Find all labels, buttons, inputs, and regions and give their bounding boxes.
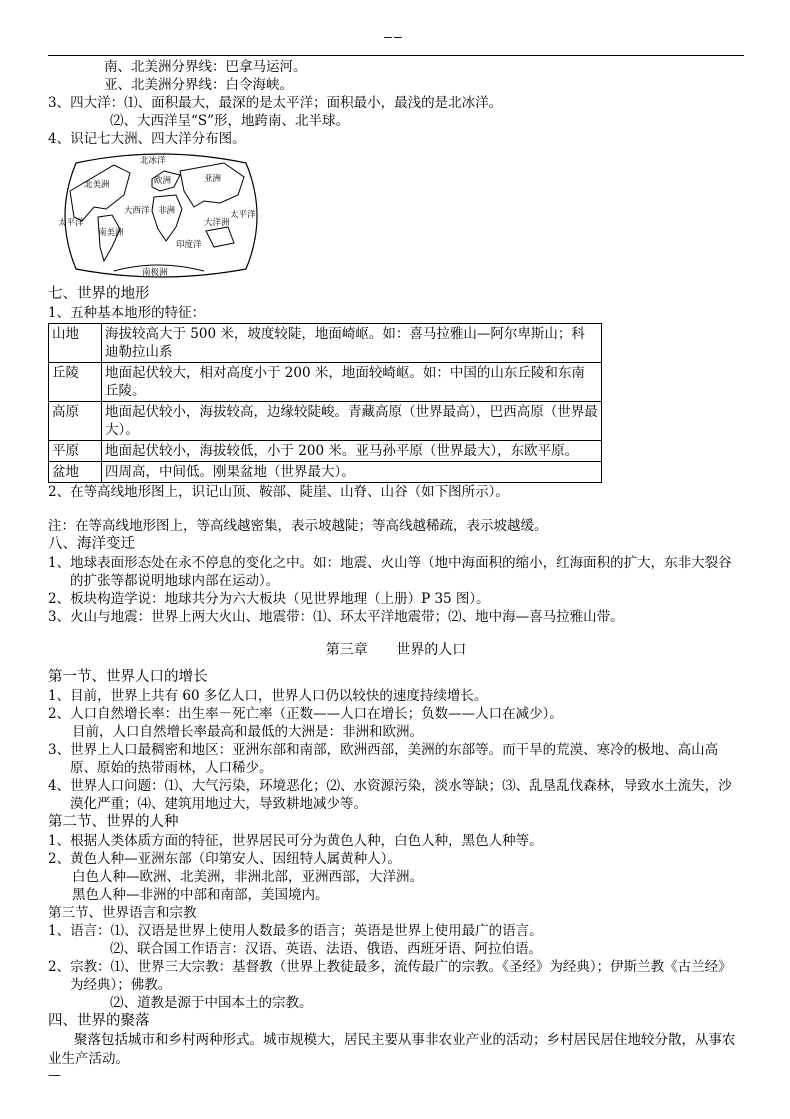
world-map-sketch xyxy=(54,151,744,285)
races-title: 第二节、世界的人种 xyxy=(48,814,179,830)
text-line: 亚、北美洲分界线：白令海峡。 xyxy=(104,77,293,93)
map-label-north-america: 北美洲 xyxy=(84,180,110,190)
chapter-title: 世界的人口 xyxy=(396,642,467,658)
map-label-oceania: 大洋洲 xyxy=(204,218,230,228)
table-cell-desc: 四周高，中间低。刚果盆地（世界最大）。 xyxy=(102,462,602,483)
table-cell-desc: 海拔较高大于 500 米，坡度较陡，地面崎岖。如：喜马拉雅山—阿尔卑斯山；科迪勒拉山系 xyxy=(102,324,602,363)
table-cell-name: 盆地 xyxy=(49,462,102,483)
text-line: 南、北美洲分界线：巴拿马运河。 xyxy=(104,59,307,75)
chapter-heading xyxy=(48,640,744,660)
table-row xyxy=(49,402,602,441)
language-line-1: 1、语言：⑴、汉语是世界上使用人数最多的语言；英语是世界上使用最广的语言。 xyxy=(48,923,543,939)
page-footer: — xyxy=(48,1068,61,1083)
map-label-indian: 印度洋 xyxy=(176,240,202,250)
table-cell-desc: 地面起伏较小，海拔较低，小于 200 米。亚马孙平原（世界最大），东欧平原。 xyxy=(102,441,602,462)
races-line-3: 白色人种—欧洲、北美洲，非洲北部，亚洲西部，大洋洲。 xyxy=(72,869,423,885)
language-title: 第三节、世界语言和宗教 xyxy=(48,905,197,921)
sea-changes-item-2: 2、板块构造学说：地球共分为六大板块（见世界地理（上册）P 35 图）。 xyxy=(48,591,490,607)
population-line-2: 2、人口自然增长率：出生率－死亡率（正数——人口在增长；负数——人口在减少）。 xyxy=(48,706,563,722)
table-row xyxy=(49,324,602,363)
language-line-4: ⑵、道教是源于中国本土的宗教。 xyxy=(110,995,313,1011)
population-title: 第一节、世界人口的增长 xyxy=(48,669,208,685)
population-line-3: 目前，人口自然增长率最高和最低的大洲是：非洲和欧洲。 xyxy=(72,724,423,740)
sea-changes-title: 八、海洋变迁 xyxy=(48,536,135,552)
world-map-drawing xyxy=(54,151,266,281)
table-cell-name: 高原 xyxy=(49,402,102,441)
landforms-note: 注：在等高线地形图上，等高线越密集，表示坡越陡；等高线越稀疏，表示坡越缓。 xyxy=(48,518,548,534)
table-row xyxy=(49,462,602,483)
map-label-africa: 非洲 xyxy=(158,206,176,216)
races-line-1: 1、根据人类体质方面的特征，世界居民可分为黄色人种，白色人种，黑色人种等。 xyxy=(48,833,543,849)
population-line-4: 3、世界上人口最稠密和地区：亚洲东部和南部，欧洲西部，美洲的东部等。而干旱的荒漠、寒冷的极地、高山高原、原始的热带雨林，人口稀少。 xyxy=(48,742,719,776)
races-line-4: 黑色人种—非洲的中部和南部，美国境内。 xyxy=(72,887,329,903)
map-label-arctic: 北冰洋 xyxy=(140,156,166,166)
map-label-antarctica: 南极洲 xyxy=(142,268,168,278)
landforms-table xyxy=(48,323,602,483)
map-label-atlantic: 大西洋 xyxy=(124,206,150,216)
landforms-title: 七、世界的地形 xyxy=(48,286,150,302)
map-label-pacific-west: 太平洋 xyxy=(58,218,84,228)
oceans-line-2: ⑵、大西洋呈“S”形，地跨南、北半球。 xyxy=(110,113,350,129)
chapter-number: 第三章 xyxy=(325,642,368,658)
population-line-1: 1、目前，世界上共有 60 多亿人口，世界人口仍以较快的速度持续增长。 xyxy=(48,688,488,704)
table-cell-desc: 地面起伏较大，相对高度小于 200 米，地面较崎岖。如：中国的山东丘陵和东南丘陵。 xyxy=(102,363,602,402)
header-mark: —— xyxy=(384,30,404,45)
map-label-pacific-east: 太平洋 xyxy=(230,210,256,220)
table-cell-desc: 地面起伏较小，海拔较高，边缘较陡峻。青藏高原（世界最高），巴西高原（世界最大）。 xyxy=(102,402,602,441)
oceans-line-1: 3、四大洋：⑴、面积最大，最深的是太平洋；面积最小，最浅的是北冰洋。 xyxy=(48,95,503,111)
page-header xyxy=(0,0,790,58)
landforms-after: 2、在等高线地形图上，识记山顶、鞍部、陡崖、山脊、山谷（如下图所示）。 xyxy=(48,484,509,500)
table-cell-name: 平原 xyxy=(49,441,102,462)
landforms-subtitle: 1、五种基本地形的特征： xyxy=(48,305,206,321)
settlement-paragraph: 聚落包括城市和乡村两种形式。城市规模大，居民主要从事非农业产业的活动；乡村居民居住地较分散，从事农业生产活动。 xyxy=(48,1032,736,1067)
races-line-2: 2、黄色人种—亚洲东部（印第安人、因纽特人属黄种人）。 xyxy=(48,851,401,867)
map-label-south-america: 南美洲 xyxy=(98,228,124,238)
table-row xyxy=(49,441,602,462)
table-cell-name: 山地 xyxy=(49,324,102,363)
table-row xyxy=(49,363,602,402)
settlement-title: 四、世界的聚落 xyxy=(48,1013,150,1029)
population-line-5: 4、世界人口问题：⑴、大气污染，环境恶化；⑵、水资源污染，淡水等缺；⑶、乱垦乱伐森林，导致水土流失，沙漠化严重；⑷、建筑用地过大，导致耕地减少等。 xyxy=(48,778,732,812)
sea-changes-item-3: 3、火山与地震：世界上两大火山、地震带：⑴、环太平洋地震带；⑵、地中海—喜马拉雅山带。 xyxy=(48,609,624,625)
language-line-3: 2、宗教：⑴、世界三大宗教：基督教（世界上教徒最多，流传最广的宗教。《圣经》为经典）；伊斯兰教《古兰经》为经典）；佛教。 xyxy=(48,959,732,993)
map-label-europe: 欧洲 xyxy=(154,176,172,186)
language-line-2: ⑵、联合国工作语言：汉语、英语、法语、俄语、西班牙语、阿拉伯语。 xyxy=(110,941,542,957)
sea-changes-item-1: 1、地球表面形态处在永不停息的变化之中。如：地震、火山等（地中海面积的缩小，红海面积的扩大，东非大裂谷的扩张等都说明地球内部在运动）。 xyxy=(48,555,732,589)
document-body xyxy=(48,58,744,1069)
table-cell-name: 丘陵 xyxy=(49,363,102,402)
oceans-line-3: 4、识记七大洲、四大洋分布图。 xyxy=(48,131,246,147)
header-rule xyxy=(48,55,744,56)
map-label-asia: 亚洲 xyxy=(204,174,222,184)
